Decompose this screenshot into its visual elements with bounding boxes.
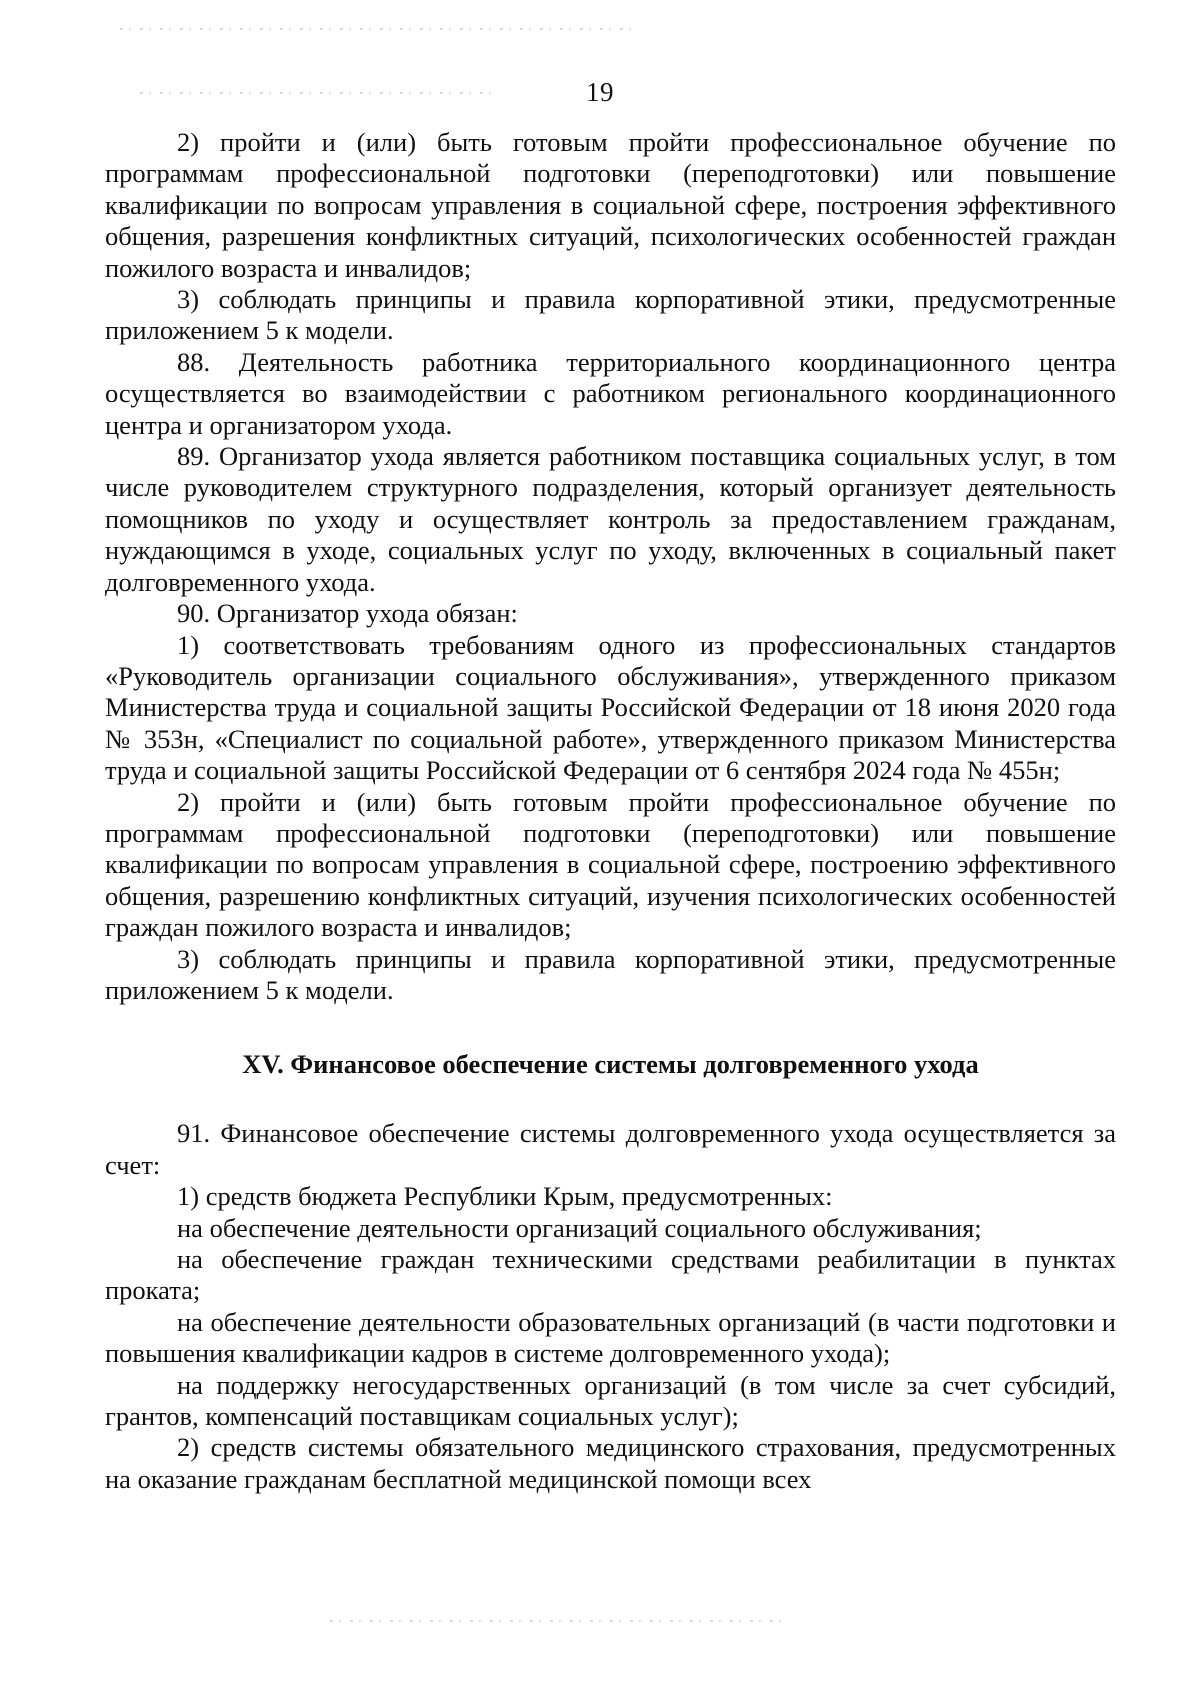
paragraph: 90. Организатор ухода обязан: [177,598,518,629]
paragraph: 2) пройти и (или) быть готовым пройти профессиональное обучение по программам профессиональной подготовки (переподготовки) или повышение квалификации по вопросам управления в социальной сфере, построению эффективного общения, разрешению конфликтных ситуаций, изучения психологических особенностей граждан пожилого возраста и инвалидов; [105,786,1116,943]
scan-noise-top [120,28,640,30]
paragraph: 2) пройти и (или) быть готовым пройти профессиональное обучение по программам профессиональной подготовки (переподготовки) или повышение квалификации по вопросам управления в социальной сфере, построения эффективного общения, разрешения конфликтных ситуаций, психологических особенностей граждан пожилого возраста и инвалидов; [105,127,1116,283]
paragraph: 88. Деятельность работника территориального координационного центра осуществляется во взаимодействии с работником регионального координационного центра и организатором ухода. [105,346,1116,440]
page-number: 19 [586,77,614,107]
paragraph: на обеспечение деятельности образовательных организаций (в части подготовки и повышения квалификации кадров в системе долговременного ухода); [105,1306,1116,1369]
paragraph: 1) средств бюджета Республики Крым, предусмотренных: [177,1181,833,1212]
paragraph: 3) соблюдать принципы и правила корпоративной этики, предусмотренные приложением 5 к модели. [105,284,1116,346]
section-heading: XV. Финансовое обеспечение системы долговременного ухода [242,1049,979,1080]
paragraph: 1) соответствовать требованиям одного из профессиональных стандартов «Руководитель организации социального обслуживания», утвержденного приказом Министерства труда и социальной защиты Российской Федерации от 18 июня 2020 года № 353н, «Специалист по социальной работе», утвержденного приказом Министерства труда и социальной защиты Российской Федерации от 6 сентября 2024 года № 455н; [105,629,1116,786]
paragraph: на обеспечение граждан техническими средствами реабилитации в пунктах проката; [105,1244,1116,1306]
paragraph: 2) средств системы обязательного медицинского страхования, предусмотренных на оказание гражданам бесплатной медицинской помощи всех [105,1432,1116,1494]
paragraph: 89. Организатор ухода является работником поставщика социальных услуг, в том числе руководителем структурного подразделения, который организует деятельность помощников по уходу и осуществляет контроль за предоставлением гражданам, нуждающимся в уходе, социальных услуг по уходу, включенных в социальный пакет долговременного ухода. [105,441,1116,597]
paragraph: на поддержку негосударственных организаций (в том числе за счет субсидий, грантов, компенсаций поставщикам социальных услуг); [105,1369,1116,1432]
paragraph: на обеспечение деятельности организаций социального обслуживания; [177,1212,982,1243]
paragraph: 3) соблюдать принципы и правила корпоративной этики, предусмотренные приложением 5 к модели. [105,943,1116,1005]
scan-noise-footer [330,1620,790,1622]
paragraph: 91. Финансовое обеспечение системы долговременного ухода осуществляется за счет: [105,1118,1116,1180]
document-body [105,127,1116,1495]
